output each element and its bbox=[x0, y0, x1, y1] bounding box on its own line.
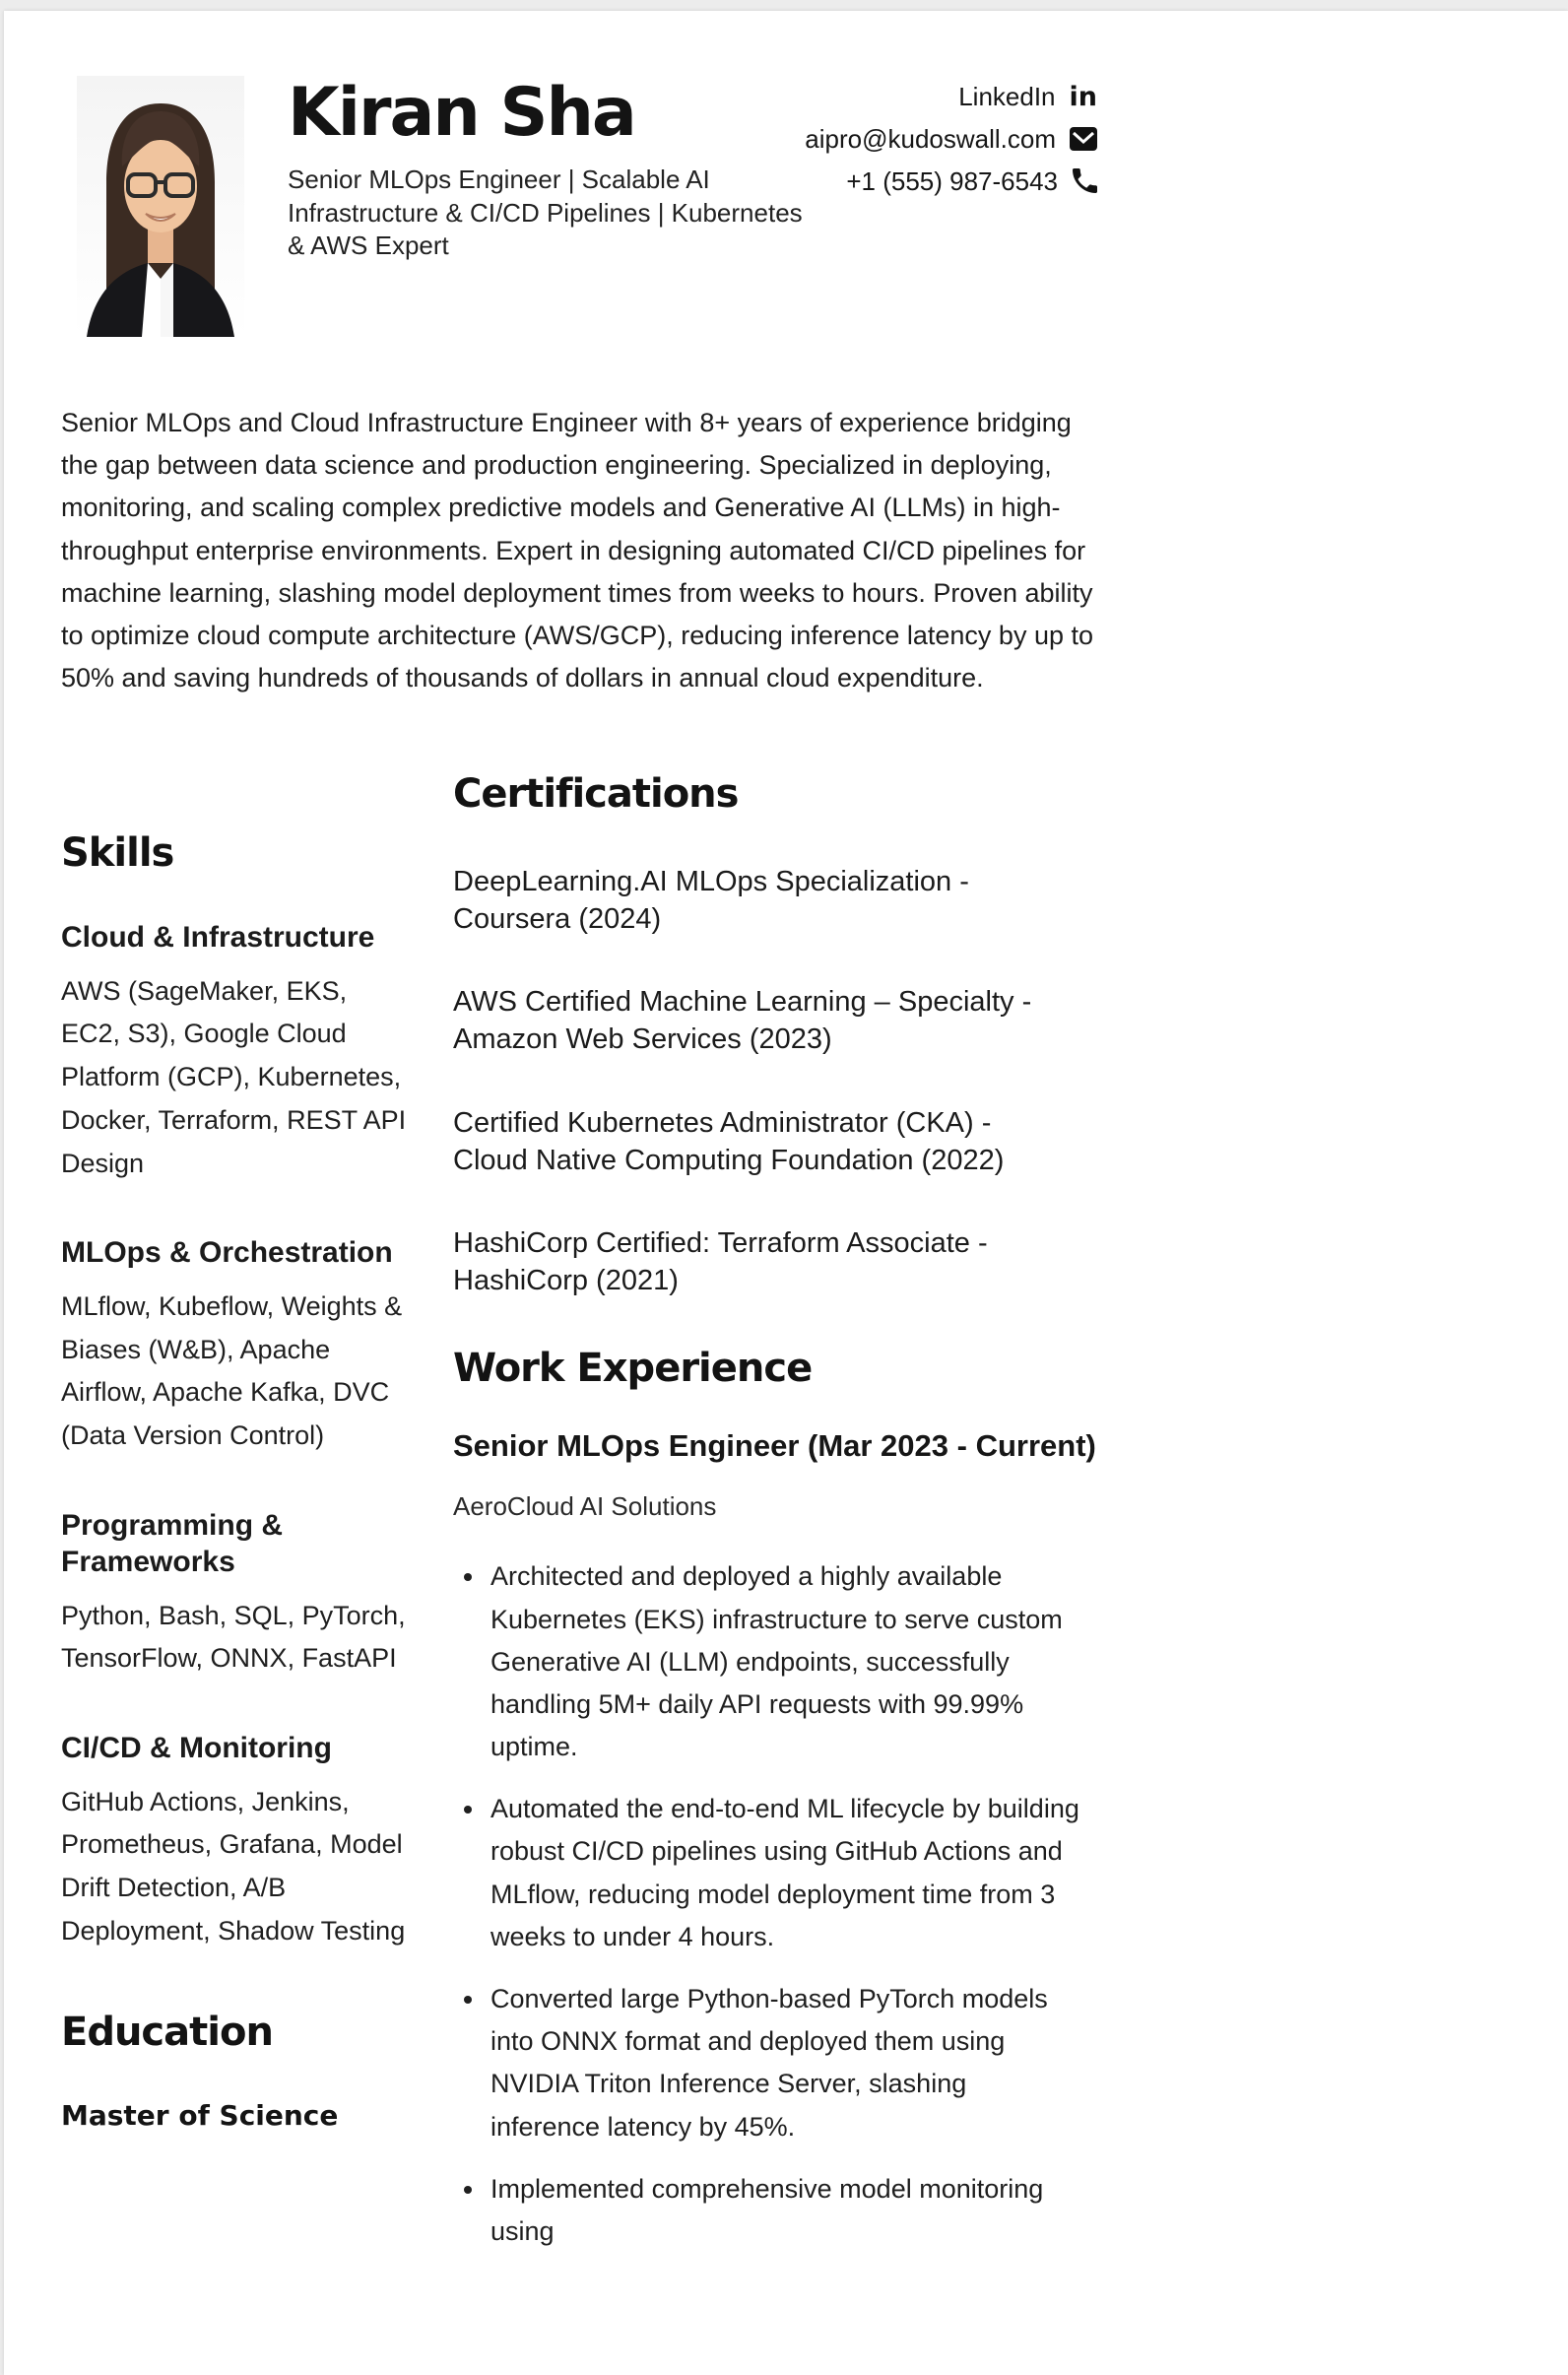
education-heading: Education bbox=[61, 2009, 273, 2055]
education-degree: Master of Science bbox=[61, 2099, 339, 2133]
skill-group-title: CI/CD & Monitoring bbox=[61, 1732, 332, 1765]
skill-group-items: Python, Bash, SQL, PyTorch, TensorFlow, ONNX, FastAPI bbox=[61, 1600, 406, 1674]
email-link[interactable] bbox=[805, 124, 1097, 154]
professional-summary: Senior MLOps and Cloud Infrastructure Engineer with 8+ years of experience bridging the gap between data science and production engineering. Specialized in deploying, monitoring, and scaling complex predictive models and Generative AI (LLMs) in high-throughput enterprise environments. Expert in designing automated CI/CD pipelines for machine learning, slashing model deployment times from weeks to hours. Proven ability to optimize cloud compute architecture (AWS/GCP), reducing inference latency by up to 50% and saving hundreds of thousands of dollars in annual cloud expenditure. bbox=[61, 408, 1093, 693]
skill-group-items: AWS (SageMaker, EKS, EC2, S3), Google Cloud Platform (GCP), Kubernetes, Docker, Terraform, REST API Design bbox=[61, 975, 407, 1178]
email-address: aipro@kudoswall.com bbox=[805, 124, 1056, 154]
certification-item: DeepLearning.AI MLOps Specialization - Coursera (2024) bbox=[453, 866, 969, 935]
person-name: Kiran Sha bbox=[288, 74, 635, 152]
skill-group-cloud bbox=[61, 919, 408, 1185]
job-bullet: • Implemented comprehensive model monitoring using bbox=[487, 2168, 1081, 2253]
certifications-list bbox=[453, 864, 1097, 1300]
skill-group-title: MLOps & Orchestration bbox=[61, 1236, 393, 1270]
skill-group-items: MLflow, Kubeflow, Weights & Biases (W&B), Apache Airflow, Apache Kafka, DVC (Data Version Control) bbox=[61, 1290, 403, 1450]
identity-block bbox=[288, 76, 805, 262]
linkedin-label: LinkedIn bbox=[958, 82, 1056, 111]
avatar-illustration bbox=[77, 76, 244, 337]
linkedin-link[interactable] bbox=[805, 82, 1097, 111]
resume-content bbox=[4, 11, 1097, 2273]
job-bullet: • Converted large Python-based PyTorch models into ONNX format and deployed them using NVIDIA Triton Inference Server, slashing inference latency by 45%. bbox=[487, 1978, 1081, 2148]
phone-icon bbox=[1072, 168, 1097, 194]
job-bullets bbox=[453, 1555, 1097, 2253]
education-section bbox=[61, 2011, 408, 2133]
skill-group-cicd bbox=[61, 1730, 408, 1952]
phone-number: +1 (555) 987-6543 bbox=[846, 166, 1058, 196]
skill-group-programming bbox=[61, 1507, 408, 1681]
right-column bbox=[453, 733, 1097, 2273]
header bbox=[61, 76, 1097, 337]
contact-block bbox=[805, 76, 1097, 209]
certification-item: Certified Kubernetes Administrator (CKA) - Cloud Native Computing Foundation (2022) bbox=[453, 1106, 1005, 1176]
body-columns bbox=[61, 733, 1097, 2273]
skills-heading: Skills bbox=[61, 830, 174, 877]
skill-group-title: Programming & Frameworks bbox=[61, 1508, 284, 1579]
resume-page bbox=[4, 11, 1568, 2375]
phone-link[interactable] bbox=[805, 166, 1097, 196]
certifications-heading: Certifications bbox=[453, 771, 739, 818]
company-name: AeroCloud AI Solutions bbox=[453, 1491, 717, 1522]
job-title: Senior MLOps Engineer (Mar 2023 - Current) bbox=[453, 1428, 1096, 1464]
certification-item: HashiCorp Certified: Terraform Associate - HashiCorp (2021) bbox=[453, 1227, 988, 1296]
job-bullet: • Architected and deployed a highly available Kubernetes (EKS) infrastructure to serve custom Generative AI (LLM) endpoints, successfully handling 5M+ daily API requests with 99.99% uptime. bbox=[487, 1555, 1081, 1768]
skill-group-items: GitHub Actions, Jenkins, Prometheus, Grafana, Model Drift Detection, A/B Deployment, Shadow Testing bbox=[61, 1786, 406, 1946]
skill-group-mlops bbox=[61, 1234, 408, 1457]
email-icon bbox=[1070, 127, 1097, 151]
left-column bbox=[61, 733, 408, 2273]
profile-photo bbox=[77, 76, 244, 337]
person-headline: Senior MLOps Engineer | Scalable AI Infrastructure & CI/CD Pipelines | Kubernetes & AWS Expert bbox=[288, 165, 803, 260]
skill-group-title: Cloud & Infrastructure bbox=[61, 921, 375, 955]
linkedin-icon: in bbox=[1069, 81, 1097, 112]
work-experience-heading: Work Experience bbox=[453, 1345, 813, 1391]
job-bullet: • Automated the end-to-end ML lifecycle by building robust CI/CD pipelines using GitHub Actions and MLflow, reducing model deployment time from 3 weeks to under 4 hours. bbox=[487, 1788, 1081, 1958]
certification-item: AWS Certified Machine Learning – Specialty - Amazon Web Services (2023) bbox=[453, 986, 1032, 1056]
